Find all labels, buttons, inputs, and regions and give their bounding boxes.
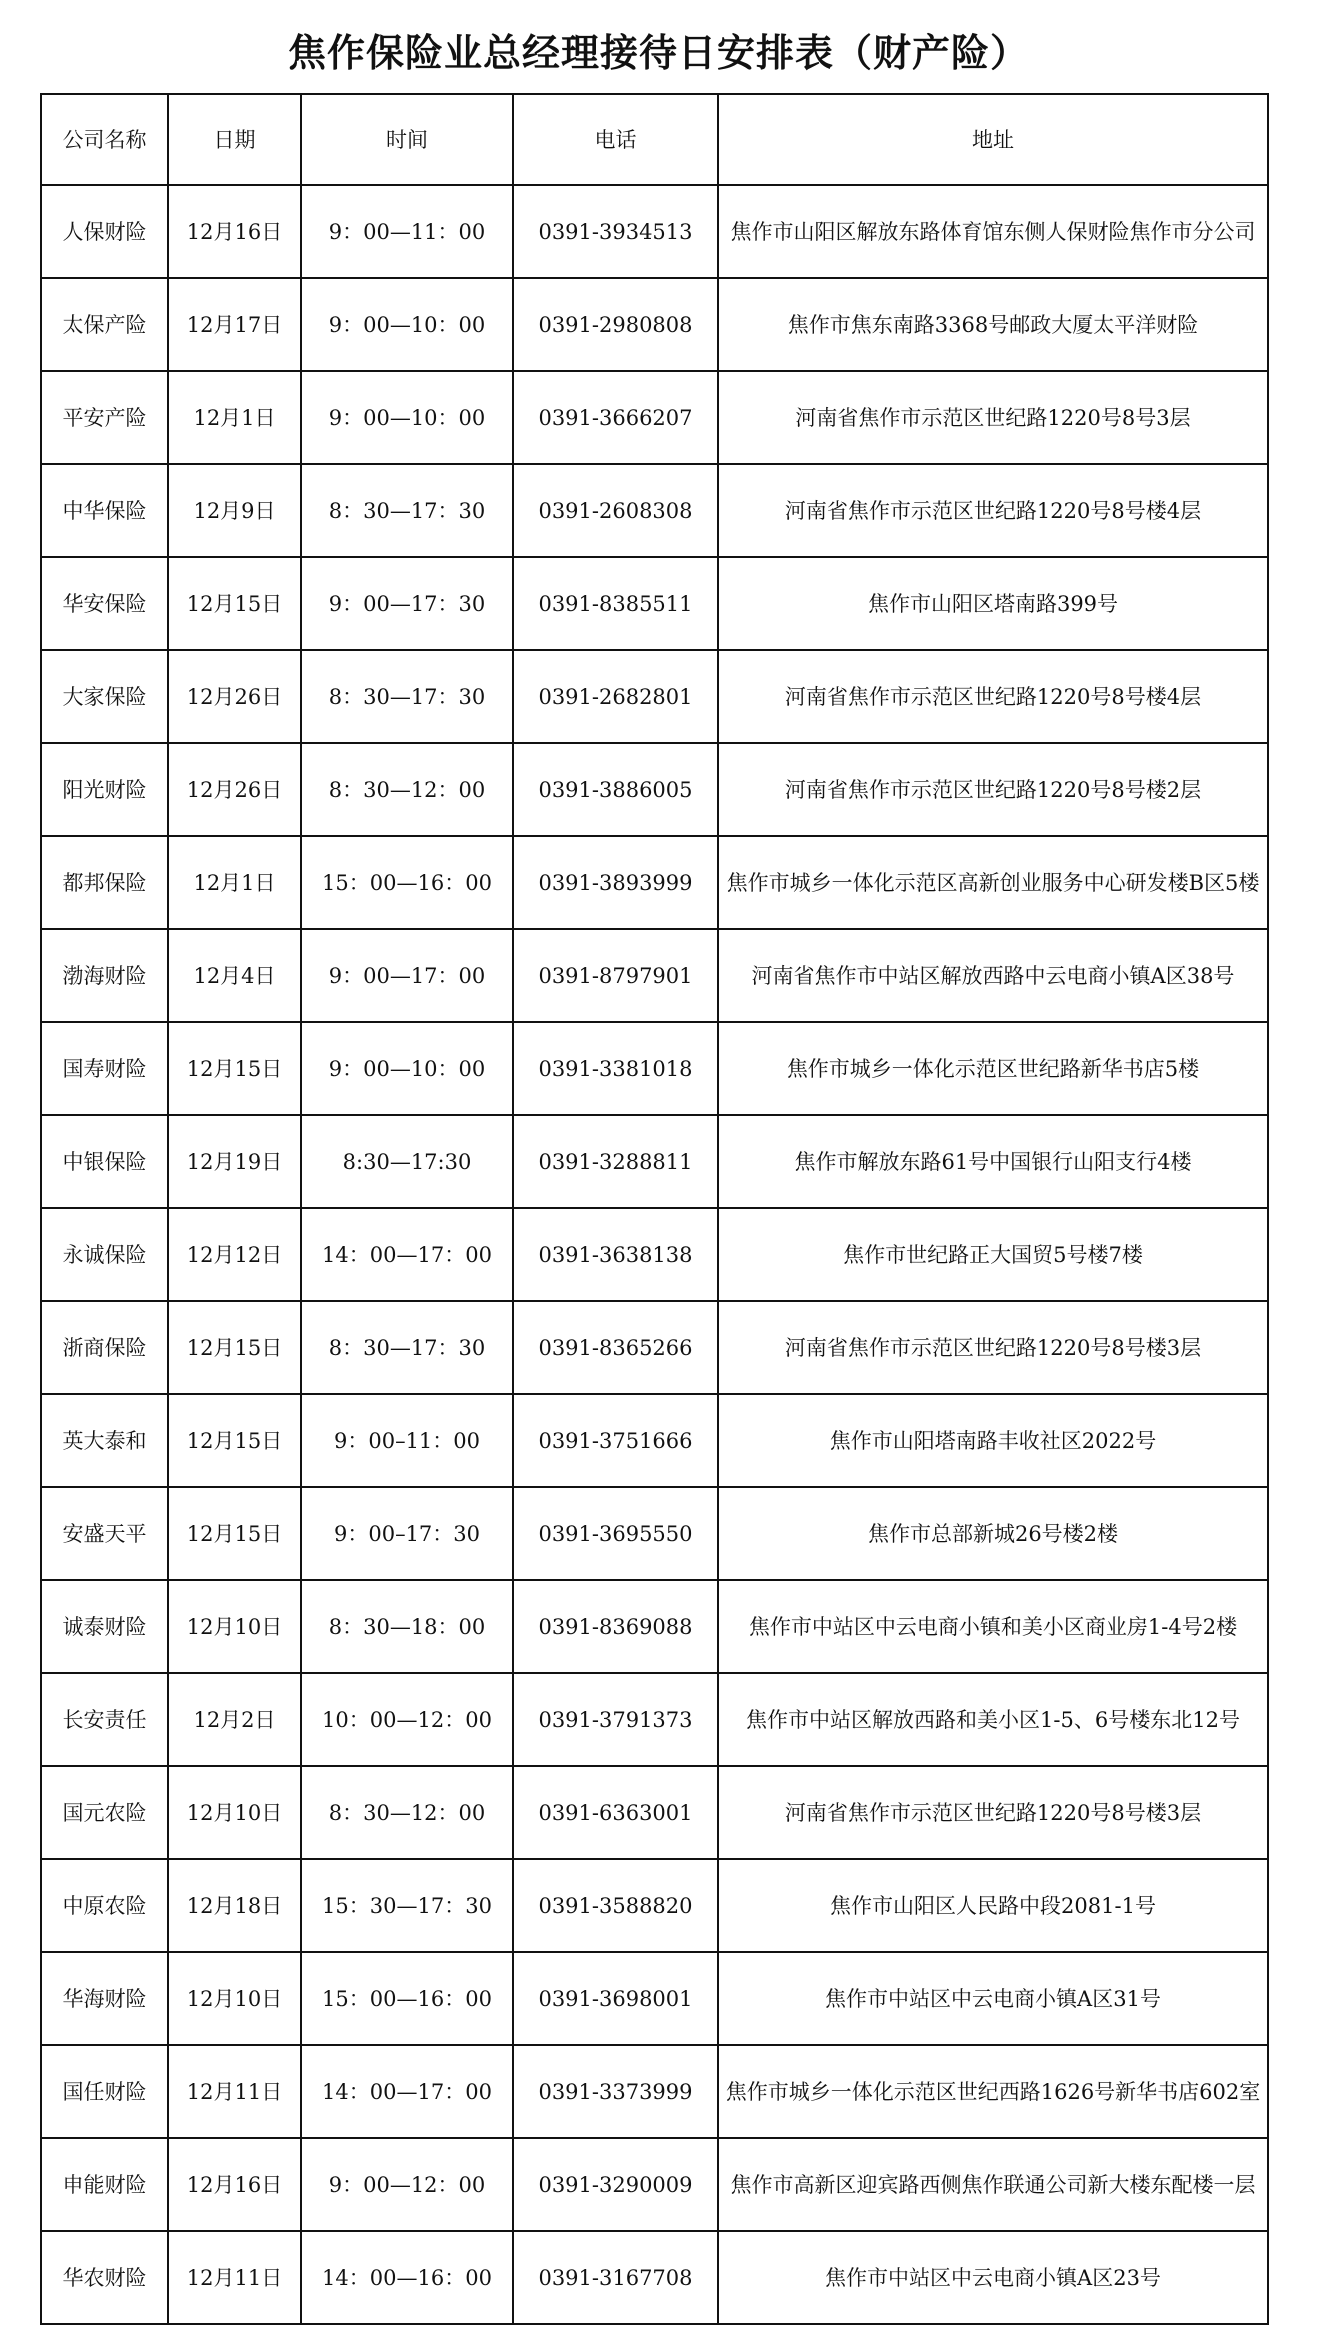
cell-address: 河南省焦作市示范区世纪路1220号8号楼2层 [718,743,1268,836]
cell-date: 12月11日 [168,2231,301,2324]
cell-phone: 0391-3695550 [513,1487,718,1580]
schedule-table [40,93,1269,2325]
cell-address: 焦作市中站区中云电商小镇A区23号 [718,2231,1268,2324]
cell-company: 平安产险 [41,371,168,464]
cell-address: 焦作市世纪路正大国贸5号楼7楼 [718,1208,1268,1301]
cell-date: 12月9日 [168,464,301,557]
table-row [41,185,1268,278]
cell-date: 12月15日 [168,1022,301,1115]
table-row [41,929,1268,1022]
table-row [41,2138,1268,2231]
cell-time: 15：00—16：00 [301,836,513,929]
cell-company: 浙商保险 [41,1301,168,1394]
cell-date: 12月1日 [168,371,301,464]
cell-date: 12月10日 [168,1766,301,1859]
cell-company: 国元农险 [41,1766,168,1859]
cell-company: 人保财险 [41,185,168,278]
table-row [41,1208,1268,1301]
cell-date: 12月18日 [168,1859,301,1952]
cell-phone: 0391-3638138 [513,1208,718,1301]
cell-date: 12月15日 [168,557,301,650]
cell-time: 9：00–11：00 [301,1394,513,1487]
cell-address: 焦作市山阳区解放东路体育馆东侧人保财险焦作市分公司 [718,185,1268,278]
cell-date: 12月19日 [168,1115,301,1208]
table-row [41,1487,1268,1580]
cell-company: 华农财险 [41,2231,168,2324]
cell-time: 8：30—17：30 [301,650,513,743]
cell-phone: 0391-3791373 [513,1673,718,1766]
table-row [41,1580,1268,1673]
table-row [41,743,1268,836]
cell-time: 14：00—16：00 [301,2231,513,2324]
header-company: 公司名称 [41,94,168,185]
cell-time: 9：00—17：00 [301,929,513,1022]
table-row [41,278,1268,371]
cell-date: 12月11日 [168,2045,301,2138]
cell-address: 焦作市中站区中云电商小镇A区31号 [718,1952,1268,2045]
cell-phone: 0391-2980808 [513,278,718,371]
cell-company: 国寿财险 [41,1022,168,1115]
cell-address: 焦作市山阳区塔南路399号 [718,557,1268,650]
table-row [41,1766,1268,1859]
page-title: 焦作保险业总经理接待日安排表（财产险） [287,31,1029,75]
cell-company: 华海财险 [41,1952,168,2045]
cell-address: 焦作市城乡一体化示范区高新创业服务中心研发楼B区5楼 [718,836,1268,929]
cell-time: 8：30—18：00 [301,1580,513,1673]
cell-phone: 0391-3588820 [513,1859,718,1952]
cell-date: 12月10日 [168,1580,301,1673]
table-row [41,464,1268,557]
cell-phone: 0391-3893999 [513,836,718,929]
cell-phone: 0391-3381018 [513,1022,718,1115]
cell-address: 河南省焦作市示范区世纪路1220号8号楼3层 [718,1301,1268,1394]
cell-company: 国任财险 [41,2045,168,2138]
header-address: 地址 [718,94,1268,185]
cell-company: 诚泰财险 [41,1580,168,1673]
table-row [41,371,1268,464]
cell-company: 华安保险 [41,557,168,650]
cell-time: 14：00—17：00 [301,1208,513,1301]
cell-date: 12月15日 [168,1301,301,1394]
cell-address: 河南省焦作市示范区世纪路1220号8号楼4层 [718,650,1268,743]
cell-time: 9：00—12：00 [301,2138,513,2231]
cell-time: 9：00—10：00 [301,1022,513,1115]
table-row [41,836,1268,929]
cell-time: 8：30—17：30 [301,464,513,557]
cell-address: 河南省焦作市示范区世纪路1220号8号3层 [718,371,1268,464]
cell-time: 10：00—12：00 [301,1673,513,1766]
table-row [41,2231,1268,2324]
cell-address: 焦作市焦东南路3368号邮政大厦太平洋财险 [718,278,1268,371]
cell-address: 河南省焦作市中站区解放西路中云电商小镇A区38号 [718,929,1268,1022]
cell-phone: 0391-3290009 [513,2138,718,2231]
table-row [41,1022,1268,1115]
cell-address: 河南省焦作市示范区世纪路1220号8号楼4层 [718,464,1268,557]
cell-phone: 0391-3373999 [513,2045,718,2138]
cell-time: 8：30—17：30 [301,1301,513,1394]
cell-address: 焦作市高新区迎宾路西侧焦作联通公司新大楼东配楼一层 [718,2138,1268,2231]
table-row [41,1673,1268,1766]
cell-phone: 0391-8797901 [513,929,718,1022]
cell-phone: 0391-3167708 [513,2231,718,2324]
cell-address: 焦作市解放东路61号中国银行山阳支行4楼 [718,1115,1268,1208]
table-row [41,557,1268,650]
cell-date: 12月10日 [168,1952,301,2045]
cell-phone: 0391-8365266 [513,1301,718,1394]
cell-time: 8：30—12：00 [301,743,513,836]
cell-company: 太保产险 [41,278,168,371]
cell-phone: 0391-3886005 [513,743,718,836]
cell-address: 焦作市总部新城26号楼2楼 [718,1487,1268,1580]
cell-time: 9：00–17：30 [301,1487,513,1580]
cell-address: 焦作市山阳塔南路丰收社区2022号 [718,1394,1268,1487]
cell-phone: 0391-3751666 [513,1394,718,1487]
cell-company: 申能财险 [41,2138,168,2231]
cell-date: 12月16日 [168,2138,301,2231]
table-row [41,1115,1268,1208]
cell-date: 12月15日 [168,1394,301,1487]
cell-time: 9：00—10：00 [301,278,513,371]
cell-phone: 0391-3288811 [513,1115,718,1208]
cell-time: 15：00—16：00 [301,1952,513,2045]
cell-company: 渤海财险 [41,929,168,1022]
cell-company: 永诚保险 [41,1208,168,1301]
cell-date: 12月26日 [168,743,301,836]
cell-company: 中银保险 [41,1115,168,1208]
cell-phone: 0391-8385511 [513,557,718,650]
cell-company: 长安责任 [41,1673,168,1766]
cell-date: 12月17日 [168,278,301,371]
cell-time: 9：00—17：30 [301,557,513,650]
table-row [41,1394,1268,1487]
cell-date: 12月16日 [168,185,301,278]
cell-phone: 0391-2608308 [513,464,718,557]
cell-phone: 0391-8369088 [513,1580,718,1673]
cell-date: 12月26日 [168,650,301,743]
table-row [41,650,1268,743]
header-row [41,94,1268,185]
cell-phone: 0391-2682801 [513,650,718,743]
cell-company: 中华保险 [41,464,168,557]
cell-company: 安盛天平 [41,1487,168,1580]
cell-address: 焦作市山阳区人民路中段2081-1号 [718,1859,1268,1952]
header-time: 时间 [301,94,513,185]
cell-company: 中原农险 [41,1859,168,1952]
cell-address: 焦作市中站区中云电商小镇和美小区商业房1-4号2楼 [718,1580,1268,1673]
header-phone: 电话 [513,94,718,185]
cell-address: 焦作市城乡一体化示范区世纪西路1626号新华书店602室 [718,2045,1268,2138]
cell-time: 15：30—17：30 [301,1859,513,1952]
cell-date: 12月12日 [168,1208,301,1301]
cell-date: 12月1日 [168,836,301,929]
table-row [41,1952,1268,2045]
cell-address: 河南省焦作市示范区世纪路1220号8号楼3层 [718,1766,1268,1859]
cell-date: 12月15日 [168,1487,301,1580]
cell-phone: 0391-3666207 [513,371,718,464]
table-row [41,2045,1268,2138]
cell-phone: 0391-3698001 [513,1952,718,2045]
header-date: 日期 [168,94,301,185]
cell-time: 9：00—11：00 [301,185,513,278]
table-body [41,185,1268,2324]
cell-address: 焦作市城乡一体化示范区世纪路新华书店5楼 [718,1022,1268,1115]
cell-time: 9：00—10：00 [301,371,513,464]
cell-company: 大家保险 [41,650,168,743]
cell-date: 12月2日 [168,1673,301,1766]
cell-phone: 0391-3934513 [513,185,718,278]
cell-date: 12月4日 [168,929,301,1022]
cell-phone: 0391-6363001 [513,1766,718,1859]
cell-company: 阳光财险 [41,743,168,836]
table-row [41,1301,1268,1394]
cell-time: 14：00—17：00 [301,2045,513,2138]
cell-time: 8：30—12：00 [301,1766,513,1859]
table-row [41,1859,1268,1952]
cell-time: 8:30—17:30 [301,1115,513,1208]
cell-company: 英大泰和 [41,1394,168,1487]
cell-address: 焦作市中站区解放西路和美小区1-5、6号楼东北12号 [718,1673,1268,1766]
cell-company: 都邦保险 [41,836,168,929]
